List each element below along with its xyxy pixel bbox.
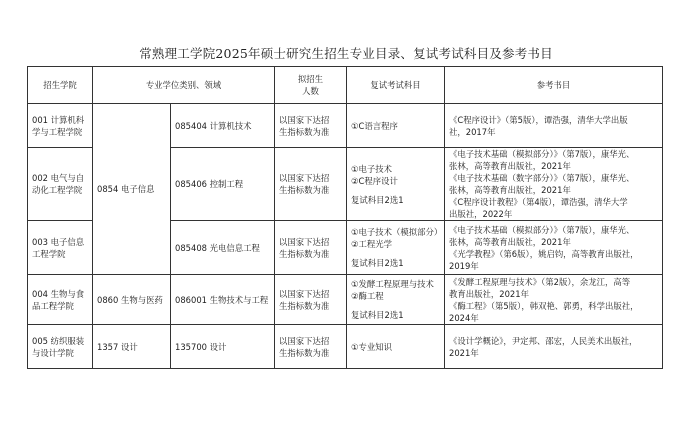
college-line: 002 电气与自	[32, 173, 85, 183]
exam-line: ②工程光学	[351, 239, 393, 249]
quota-cell	[275, 275, 347, 325]
table-header-row	[28, 67, 663, 104]
book-line: 《电子技术基础（模拟部分）》（第7版），康华光、	[449, 224, 635, 235]
quota-line: 生指标数为准	[279, 185, 330, 195]
book-line: 张林，高等教育出版社，2021年	[449, 161, 571, 171]
book-line: 2019年	[449, 260, 479, 271]
book-line: 张林，高等教育出版社，2021年	[449, 236, 571, 247]
exam-cell	[347, 221, 445, 275]
book-line: 社，2017年	[449, 126, 496, 137]
exam-line: ②C程序设计	[351, 175, 398, 186]
exam-line: 复试科目2选1	[351, 310, 404, 320]
quota-cell	[275, 148, 347, 221]
field-cell: 135700 设计	[171, 325, 275, 369]
exam-line: 复试科目2选1	[351, 258, 404, 268]
college-cell	[28, 325, 93, 369]
college-line: 工程学院	[32, 248, 66, 259]
book-line: 《光学教程》（第6版），姚启钧，高等教育出版社，	[449, 248, 639, 259]
book-line: 出版社，2022年	[449, 209, 513, 219]
book-line: 《设计学概论》，尹定邦、邵宏，人民美术出版社，	[449, 335, 638, 346]
book-line: 《C程序设计》（第5版），谭浩强，清华大学出版	[449, 114, 628, 125]
exam-line: ①电子技术	[351, 163, 393, 174]
header-college: 招生学院	[28, 67, 93, 104]
header-quota	[275, 67, 347, 104]
category-cell: 0860 生物与医药	[93, 275, 171, 325]
book-line: 《发酵工程原理与技术》（第2版），余龙江，高等	[449, 276, 631, 287]
college-line: 品工程学院	[32, 300, 74, 311]
college-line: 与设计学院	[32, 347, 74, 358]
category-cell: 0854 电子信息	[93, 104, 171, 275]
quota-line: 以国家下达招	[279, 173, 330, 183]
table-row	[28, 104, 663, 148]
exam-line: ②酶工程	[351, 291, 384, 301]
quota-cell	[275, 325, 347, 369]
book-line: 《电子技术基础（数字部分）》（第7版），康华光、	[449, 173, 635, 183]
exam-cell	[347, 104, 445, 148]
quota-cell	[275, 104, 347, 148]
book-line: 张林，高等教育出版社，2021年	[449, 185, 571, 195]
table-row	[28, 325, 663, 369]
field-cell: 086001 生物技术与工程	[171, 275, 275, 325]
exam-line: ①专业知识	[351, 341, 393, 352]
college-cell	[28, 148, 93, 221]
college-line: 005 纺织服装	[32, 335, 85, 346]
books-cell	[445, 148, 663, 221]
category-cell: 1357 设计	[93, 325, 171, 369]
exam-line: 复试科目2选1	[351, 194, 404, 205]
field-cell: 085408 光电信息工程	[171, 221, 275, 275]
books-cell	[445, 221, 663, 275]
book-line: 《酶工程》（第5版），韩双艳、郭勇，科学出版社，	[449, 300, 639, 311]
exam-line: ①电子技术（模拟部分）	[351, 227, 443, 237]
quota-line: 以国家下达招	[279, 114, 330, 125]
quota-line: 生指标数为准	[279, 248, 330, 259]
books-cell	[445, 104, 663, 148]
header-books: 参考书目	[445, 67, 663, 104]
exam-cell	[347, 275, 445, 325]
college-line: 001 计算机科	[32, 114, 85, 125]
quota-line: 以国家下达招	[279, 335, 330, 346]
book-line: 2021年	[449, 347, 479, 358]
book-line: 教育出版社，2021年	[449, 288, 529, 299]
quota-line: 以国家下达招	[279, 288, 330, 299]
exam-line: ①C语言程序	[351, 120, 398, 131]
book-line: 《C程序设计教程》（第4版），谭浩强，清华大学	[449, 197, 628, 207]
field-cell: 085406 控制工程	[171, 148, 275, 221]
exam-line: ①发酵工程原理与技术	[351, 279, 434, 289]
quota-cell	[275, 221, 347, 275]
header-major: 专业学位类别、领域	[93, 67, 275, 104]
table-row	[28, 275, 663, 325]
books-cell	[445, 275, 663, 325]
quota-line: 生指标数为准	[279, 126, 330, 137]
quota-line: 生指标数为准	[279, 300, 330, 311]
college-cell	[28, 104, 93, 148]
college-cell	[28, 221, 93, 275]
quota-line: 以国家下达招	[279, 236, 330, 247]
college-line: 004 生物与食	[32, 288, 85, 299]
college-line: 003 电子信息	[32, 236, 85, 247]
exam-cell	[347, 148, 445, 221]
header-quota-line1: 拟招生	[297, 74, 324, 84]
admissions-table	[27, 66, 663, 369]
college-cell	[28, 275, 93, 325]
college-line: 动化工程学院	[32, 185, 83, 195]
header-exam: 复试考试科目	[347, 67, 445, 104]
book-line: 2024年	[449, 312, 479, 323]
page-title: 常熟理工学院2025年硕士研究生招生专业目录、复试考试科目及参考书目	[139, 46, 553, 61]
books-cell	[445, 325, 663, 369]
field-cell: 085404 计算机技术	[171, 104, 275, 148]
exam-cell	[347, 325, 445, 369]
college-line: 学与工程学院	[32, 126, 83, 137]
quota-line: 生指标数为准	[279, 347, 330, 358]
book-line: 《电子技术基础（模拟部分）》（第7版），康华光、	[449, 149, 635, 159]
header-quota-line2: 人数	[302, 86, 319, 96]
